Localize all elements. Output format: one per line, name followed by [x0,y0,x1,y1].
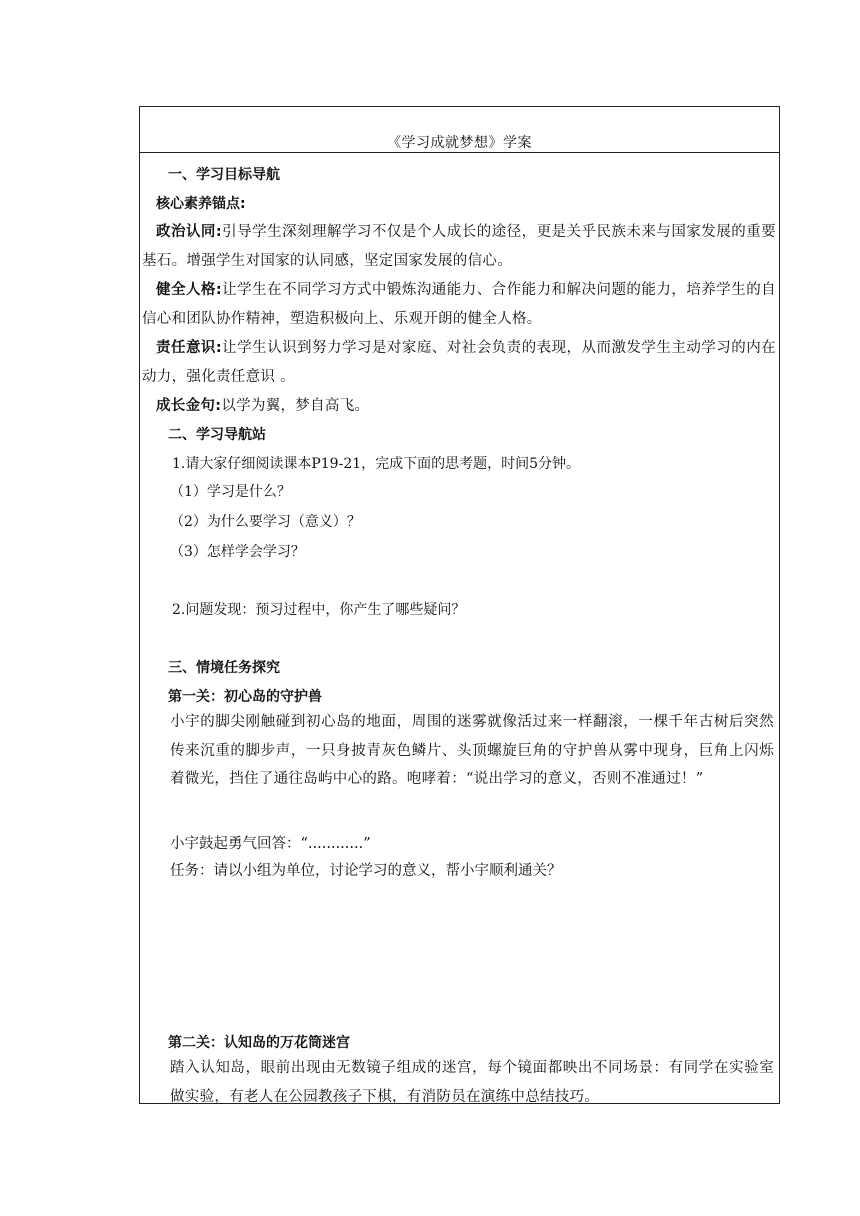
level2-title: 第二关：认知岛的万花筒迷宫 [168,1035,350,1051]
political-identity-text: 引导学生深刻理解学习不仅是个人成长的途径，更是关乎民族未来与国家发展的重要基石。增强学生对国家的认同感，坚定国家发展的信心。 [142,224,776,269]
question-1: 1.请大家仔细阅读课本P19-21，完成下面的思考题，时间5分钟。 [172,456,581,472]
section3-heading: 三、情境任务探究 [168,660,280,676]
level1-task: 任务：请以小组为单位，讨论学习的意义，帮小宇顺利通关？ [170,863,562,879]
political-identity-label: 政治认同: [156,224,222,240]
section2-heading: 二、学习导航站 [168,427,266,443]
personality-text: 让学生在不同学习方式中锻炼沟通能力、合作能力和解决问题的能力，培养学生的自信心和团队协作精神，塑造积极向上、乐观开朗的健全人格。 [142,282,776,327]
sub-question-2: （2）为什么要学习（意义）？ [170,514,361,530]
title-row [140,107,779,153]
level1-answer: 小宇鼓起勇气回答：“............” [170,836,371,852]
political-identity-paragraph [142,218,776,275]
level1-story: 小宇的脚尖刚触碰到初心岛的地面，周围的迷雾就像活过来一样翻滚，一棵千年古树后突然传来沉重的脚步声，一只身披青灰色鳞片、头顶螺旋巨角的守护兽从雾中现身，巨角上闪烁着微光，挡住了通往岛屿中心的路。咆哮着：“说出学习的意义，否则不准通过！” [170,714,774,787]
worksheet-table [139,106,780,1104]
level2-story: 踏入认知岛，眼前出现由无数镜子组成的迷宫，每个镜面都映出不同场景：有同学在实验室做实验，有老人在公园教孩子下棋，有消防员在演练中总结技巧。 [170,1060,774,1105]
document-title: 《学习成就梦想》学案 [387,135,532,151]
question-2: 2.问题发现：预习过程中，你产生了哪些疑问？ [172,602,466,618]
anchor-heading: 核心素养锚点: [156,196,246,212]
personality-paragraph [142,276,776,333]
section1-heading: 一、学习目标导航 [168,167,280,183]
personality-label: 健全人格: [156,282,222,298]
responsibility-paragraph [142,334,776,391]
responsibility-text: 让学生认识到努力学习是对家庭、对社会负责的表现，从而激发学生主动学习的内在动力，强化责任意识 。 [142,340,776,385]
sub-question-1: （1）学习是什么？ [170,484,291,500]
growth-quote-paragraph [142,392,776,421]
sub-question-3: （3）怎样学会学习？ [170,544,305,560]
responsibility-label: 责任意识: [156,340,222,356]
growth-quote-text: 以学为翼，梦自高飞。 [221,398,370,414]
level1-title: 第一关：初心岛的守护兽 [168,689,322,705]
growth-quote-label: 成长金句: [156,398,222,414]
